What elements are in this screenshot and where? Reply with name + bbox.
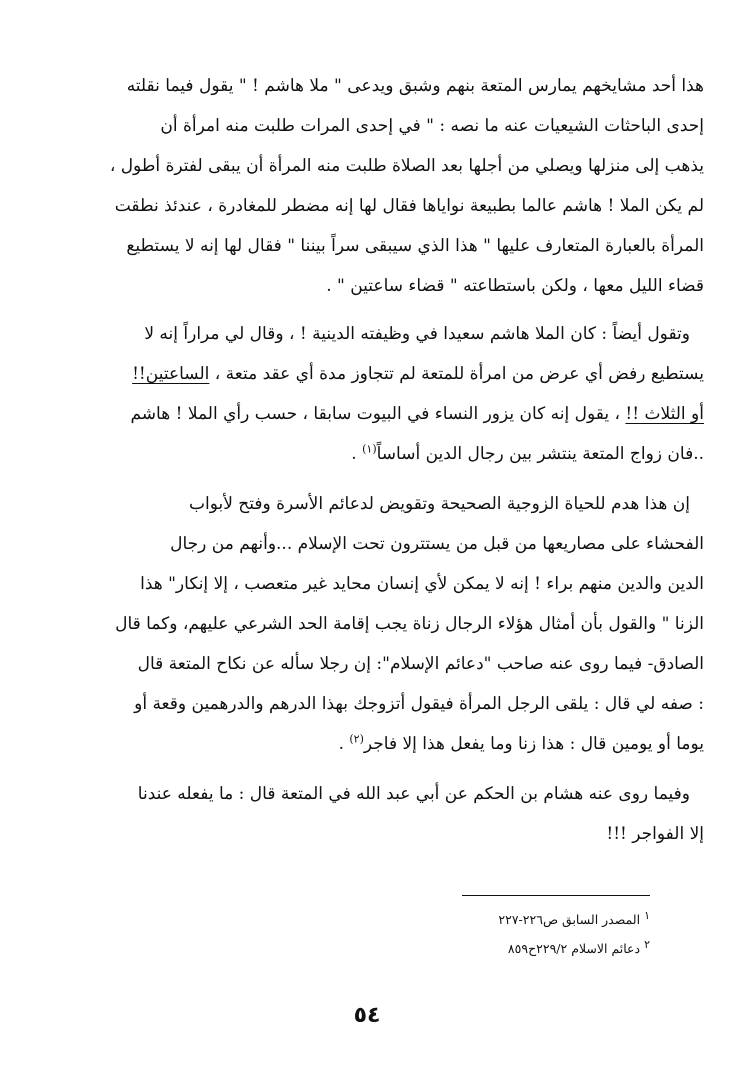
underlined-text: الساعتين!!	[132, 364, 210, 384]
text-line: : صفه لي قال : يلقى الرجل المرأة فيقول أتزوجك بهذا الدرهم والدرهمين وقعة أو	[134, 694, 704, 714]
text-line: الدين والدين منهم براء ! إنه لا يمكن لأي إنسان محايد غير متعصب ، إلا إنكار" هذا	[140, 574, 704, 594]
text-line: إحدى الباحثات الشيعيات عنه ما نصه : " في إحدى المرات طلبت منه امرأة أن	[160, 116, 704, 136]
footnote-1	[350, 905, 650, 934]
footnote-text: دعائم الاسلام ٢٢٩/٢ح٨٥٩	[507, 941, 641, 956]
text-span: يوما أو يومين قال : هذا زنا وما يفعل هذا إلا فاجر	[363, 734, 704, 754]
text-line	[84, 354, 704, 394]
text-span: يستطيع رفض أي عرض من امرأة للمتعة لم تتجاوز مدة أي عقد متعة ،	[209, 364, 704, 384]
text-span: .	[351, 444, 363, 464]
paragraph-2	[84, 314, 704, 474]
text-line	[84, 724, 704, 764]
text-span: .	[338, 734, 350, 754]
page-number: ٥٤	[353, 1003, 381, 1028]
footnote-2	[350, 934, 650, 963]
text-line: إن هذا هدم للحياة الزوجية الصحيحة وتقويض لدعائم الأسرة وفتح لأبواب	[188, 494, 690, 514]
footnote-ref-1[interactable]: (١)	[362, 442, 377, 456]
footnote-number: ١	[644, 908, 650, 922]
text-line: هذا أحد مشايخهم يمارس المتعة بنهم وشبق ويدعى " ملا هاشم ! " يقول فيما نقلته	[126, 76, 704, 96]
text-line: قضاء الليل معها ، ولكن باستطاعته " قضاء ساعتين " .	[326, 276, 704, 296]
text-line: الزنا " والقول بأن أمثال هؤلاء الرجال زناة يجب إقامة الحد الشرعي عليهم، وكما قال	[115, 614, 704, 634]
text-line: الصادق- فيما روى عنه صاحب "دعائم الإسلام": إن رجلا سأله عن نكاح المتعة قال	[137, 654, 704, 674]
paragraph-1	[84, 66, 704, 306]
underlined-text: أو الثلاث !!	[625, 404, 704, 424]
text-line: المرأة بالعبارة المتعارف عليها " هذا الذي سيبقى سراً بيننا " فقال لها إنه لا يستطيع	[126, 236, 704, 256]
text-line: وفيما روى عنه هشام بن الحكم عن أبي عبد الله في المتعة قال : ما يفعله عندنا	[137, 784, 690, 804]
text-line: إلا الفواجر !!!	[606, 824, 704, 844]
text-line	[84, 394, 704, 434]
footnote-number: ٢	[644, 937, 650, 951]
footnotes	[350, 905, 650, 963]
text-line	[84, 434, 704, 474]
footnote-divider	[462, 895, 650, 896]
page-body	[84, 66, 704, 862]
text-span: ، يقول إنه كان يزور النساء في البيوت سابقا ، حسب رأي الملا ! هاشم	[130, 404, 626, 424]
text-line: يذهب إلى منزلها ويصلي من أجلها بعد الصلاة طلبت منه المرأة أن يبقى لفترة أطول ،	[109, 156, 704, 176]
paragraph-4	[84, 774, 704, 854]
text-line: الفحشاء على مصاريعها من قبل من يستترون تحت الإسلام ...وأنهم من رجال	[170, 534, 704, 554]
text-line: وتقول أيضاً : كان الملا هاشم سعيدا في وظيفته الدينية ! ، وقال لي مراراً إنه لا	[144, 324, 690, 344]
paragraph-3	[84, 484, 704, 764]
text-span: ..فان زواج المتعة ينتشر بين رجال الدين أساساً	[376, 444, 704, 464]
footnote-text: المصدر السابق ص٢٢٦-٢٢٧	[498, 912, 641, 927]
text-line: لم يكن الملا ! هاشم عالما بطبيعة نواياها فقال لها إنه مضطر للمغادرة ، عندئذ نطقت	[114, 196, 704, 216]
footnote-ref-2[interactable]: (٢)	[349, 732, 364, 746]
